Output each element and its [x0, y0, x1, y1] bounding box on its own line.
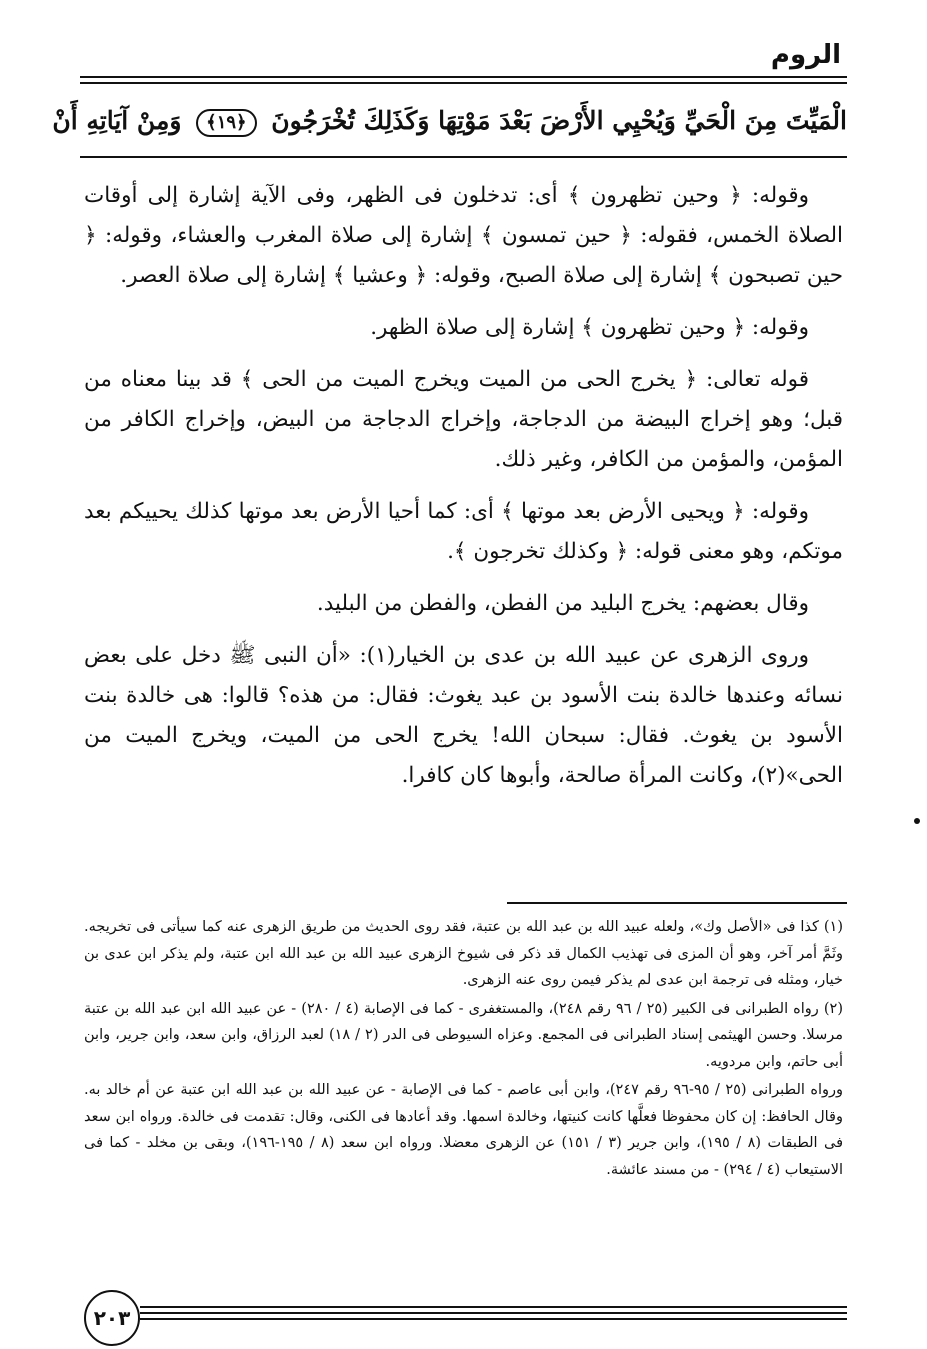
footer-rule-2 [140, 1312, 847, 1314]
footnote: (١) كذا فى «الأصل وك»، ولعله عبيد الله بن عبد الله بن عتبة، فقد روى الحديث من طريق الزهرى عنه كما سيأتى فى تخريجه. وثَمَّ أمر آخر، وهو أن المزى فى تهذيب الكمال قد ذكر فى شيوخ الزهرى عبيد الله بن عبد الله ابن عتبة، ولم يذكر ابن عدى بن خيار، ومثله فى ترجمة ابن عدى لم يذكر فيمن روى عنه الزهرى. [84, 919, 843, 988]
commentary-paragraph: وقوله: ﴿ وحين تظهرون ﴾ أى: تدخلون فى الظهر، وفى الآية إشارة إلى أوقات الصلاة الخمس، فقوله: ﴿ حين تمسون ﴾ إشارة إلى صلاة المغرب والعشاء، وقوله: ﴿ حين تصبحون ﴾ إشارة إلى صلاة الصبح، وقوله: ﴿ وعشيا ﴾ إشارة إلى صلاة العصر. [84, 183, 843, 288]
footnote-separator [507, 902, 847, 904]
footnotes-section [84, 914, 843, 1185]
verse-number-marker: ﴿١٩﴾ [196, 109, 256, 137]
verse-text-after: وَمِنْ آيَاتِهِ أَنْ [52, 106, 182, 135]
commentary-paragraph: وقال بعضهم: يخرج البليد من الفطن، والفطن من البليد. [316, 591, 809, 616]
commentary-body [84, 176, 843, 808]
verse-divider-rule [80, 156, 847, 158]
header-rule-lower [80, 82, 847, 84]
footnote: (٢) رواه الطبرانى فى الكبير (٢٥ / ٩٦ رقم ٢٤٨)، والمستغفرى - كما فى الإصابة (٤ / ٢٨٠) - عن عبيد الله ابن عبد الله بن عتبة مرسلا. وحسن الهيثمى إسناد الطبرانى فى المجمع. وعزاه السيوطى فى الدر (٢ / ١٨) لعبد الرزاق، وابن سعد، وابن جرير، وابن أبى حاتم، وابن مردويه. [84, 1000, 843, 1070]
commentary-paragraph: وروى الزهرى عن عبيد الله بن عدى بن الخيار(١): «أن النبى ﷺ دخل على بعض نسائه وعندها خالدة بنت الأسود بن عبد يغوث: فقال: من هذه؟ قالوا: هى خالدة بنت الأسود بن يغوث. فقال: سبحان الله! يخرج الحى من الميت، ويخرج الميت من الحى»(٢)، وكانت المرأة صالحة، وأبوها كان كافرا. [84, 643, 843, 788]
header-rule-upper [80, 76, 847, 78]
margin-dot [914, 818, 920, 824]
footer-rule-3 [140, 1318, 847, 1320]
commentary-paragraph: وقوله: ﴿ وحين تظهرون ﴾ إشارة إلى صلاة الظهر. [370, 315, 809, 340]
commentary-paragraph: وقوله: ﴿ ويحيى الأرض بعد موتها ﴾ أى: كما أحيا الأرض بعد موتها كذلك يحييكم بعد موتكم، وهو معنى قوله: ﴿ وكذلك تخرجون ﴾. [84, 499, 843, 564]
page-header-title: الروم [770, 40, 841, 70]
page-number: ٢٠٣ [84, 1290, 140, 1346]
verse-text-before: الْمَيِّتَ مِنَ الْحَيِّ وَيُحْيِي الأَرْضَ بَعْدَ مَوْتِهَا وَكَذَلِكَ تُخْرَجُونَ [271, 106, 847, 135]
quran-verse-line [52, 94, 847, 148]
commentary-paragraph: قوله تعالى: ﴿ يخرج الحى من الميت ويخرج الميت من الحى ﴾ قد بينا معناه من قبل؛ وهو إخراج البيضة من الدجاجة، وإخراج الدجاجة من البيض، وإخراج الكافر من المؤمن، والمؤمن من الكافر، وغير ذلك. [84, 367, 843, 472]
footer-rule-1 [140, 1306, 847, 1308]
footnote: ورواه الطبرانى (٢٥ / ٩٥-٩٦ رقم ٢٤٧)، وابن أبى عاصم - كما فى الإصابة - عن عبيد الله بن عبد الله ابن عتبة عن أم خالد به. وقال الحافظ: إن كان محفوظا فعلَّها كانت كنيتها، وخالدة اسمها. وقد أعادها فى الكنى، وقال: تقدمت فى خالدة. ورواه ابن سعد فى الطبقات (٨ / ١٩٥)، وابن جرير (٣ / ١٥١) عن الزهرى معضلا. ورواه ابن سعد (٨ / ١٩٥-١٩٦)، وبقى بن مخلد - كما فى الاستيعاب (٤ / ٢٩٤) - من مسند عائشة. [84, 1082, 844, 1178]
